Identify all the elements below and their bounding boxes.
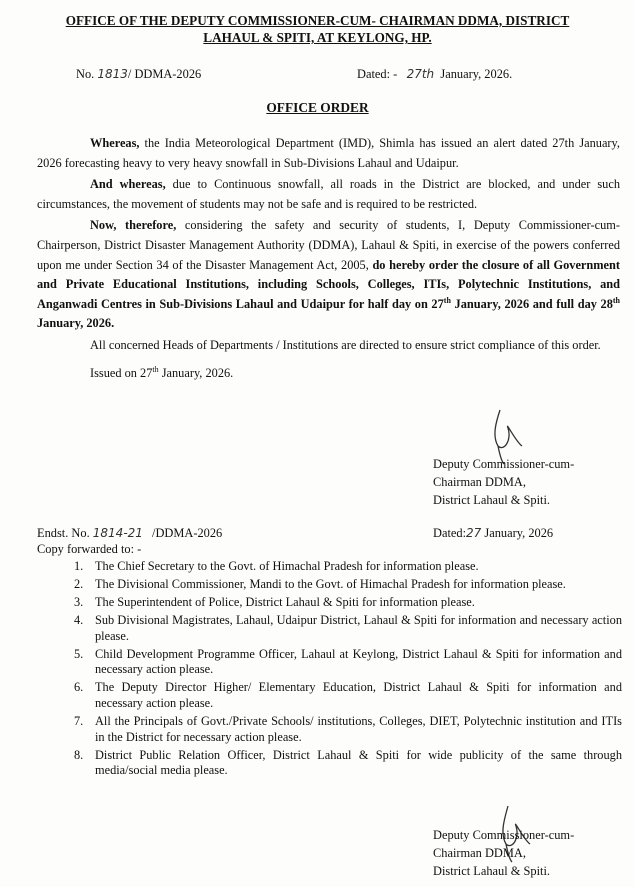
issued-date: Issued on 27th January, 2026.	[90, 364, 234, 380]
endorsement-date	[433, 525, 553, 541]
list-item: 2. The Divisional Commissioner, Mandi to the Govt. of Himachal Pradesh for information please.	[74, 577, 566, 592]
now-therefore-lead: Now, therefore,	[90, 218, 177, 233]
list-item: 3. The Superintendent of Police, District Lahaul & Spiti for information please.	[74, 595, 475, 610]
now-therefore-text: considering the safety and security of students, I, Deputy Commissioner-cum-Chairperson, District Disaster Management Authority (DDMA), Lahaul & Spiti, in exercise of the powers conferred upon me under Section 34 of the Disaster Management Act, 2005,	[37, 218, 620, 272]
list-item: 7. All the Principals of Govt./Private Schools/ institutions, Colleges, DIET, Polytechnic institution and ITIs in the District for necessary action please.	[74, 714, 622, 744]
signatory-role: Chairman DDMA,	[433, 846, 526, 860]
signatory-district: District Lahaul & Spiti.	[433, 864, 551, 878]
closure-order-text-c: January, 2026.	[37, 316, 115, 331]
endorsement-suffix: /DDMA-2026	[152, 526, 223, 540]
paragraph-now-therefore	[37, 216, 620, 334]
order-date-label: Dated: -	[357, 67, 398, 81]
order-number	[76, 66, 201, 82]
copy-forwarded-label: Copy forwarded to: -	[37, 542, 142, 556]
office-header-line-1: OFFICE OF THE DEPUTY COMMISSIONER-CUM- CHAIRMAN DDMA, DISTRICT	[65, 13, 570, 28]
office-order-title: OFFICE ORDER	[266, 100, 369, 115]
order-body	[37, 134, 620, 383]
signatory-title: Deputy Commissioner-cum-	[433, 457, 575, 471]
list-item: 5. Child Development Programme Officer, Lahaul at Keylong, District Lahaul & Spiti for information and necessary action please.	[74, 646, 622, 677]
order-date-handwritten: 27th	[406, 67, 435, 81]
endorsement-label: Endst. No.	[37, 526, 90, 540]
order-date	[357, 66, 512, 82]
copy-list	[74, 559, 622, 781]
list-item: 8. District Public Relation Officer, District Lahaul & Spiti for wide publicity of the same through media/social media please.	[74, 747, 622, 778]
paragraph-and-whereas	[37, 175, 620, 214]
whereas-text: the India Meteorological Department (IMD), Shimla has issued an alert dated 27th January, 2026 forecasting heavy to very heavy snowfall in Sub-Divisions Lahaul and Udaipur.	[37, 136, 620, 170]
order-date-suffix: January, 2026.	[440, 67, 513, 81]
whereas-lead: Whereas,	[90, 136, 140, 150]
closure-order-text-b: January, 2026 and full day 28	[450, 296, 613, 311]
signatory-district: District Lahaul & Spiti.	[433, 493, 551, 507]
signature-block-1	[433, 455, 574, 509]
office-header-line-2: LAHAUL & SPITI, AT KEYLONG, HP.	[203, 30, 432, 45]
list-item: 1. The Chief Secretary to the Govt. of Himachal Pradesh for information please.	[74, 559, 479, 573]
endorsement-date-handwritten: 27	[466, 526, 482, 540]
signatory-role: Chairman DDMA,	[433, 475, 526, 489]
endorsement-number	[37, 525, 222, 541]
order-number-suffix: / DDMA-2026	[127, 67, 202, 81]
list-item: 4. Sub Divisional Magistrates, Lahaul, Udaipur District, Lahaul & Spiti for information and necessary action please.	[74, 613, 622, 643]
list-item: 6. The Deputy Director Higher/ Elementary Education, District Lahaul & Spiti for information and necessary action please.	[74, 680, 622, 710]
endorsement-handwritten: 1814-21	[92, 526, 143, 540]
order-number-label: No.	[76, 67, 95, 81]
and-whereas-lead: And whereas,	[90, 177, 166, 192]
endorsement-date-suffix: January, 2026	[481, 526, 554, 540]
order-number-handwritten: 1813	[97, 67, 128, 81]
paragraph-compliance: All concerned Heads of Departments / Institutions are directed to ensure strict compliance of this order.	[90, 337, 601, 352]
and-whereas-text: due to Continuous snowfall, all roads in the District are blocked, and under such circumstances, the movement of students may not be safe and is required to be restricted.	[37, 177, 620, 211]
paragraph-whereas	[37, 134, 620, 173]
endorsement-date-label: Dated:	[433, 526, 467, 540]
closure-order-sup-a: th	[443, 295, 451, 305]
closure-order-sup-b: th	[612, 295, 621, 305]
signature-block-2	[433, 826, 574, 880]
signatory-title: Deputy Commissioner-cum-	[433, 828, 575, 842]
closure-order-text-a: do hereby order the closure of all Government and Private Educational Institutions, including Schools, Colleges, ITIs, Polytechnic Institutions, and Anganwadi Centres in Sub-Divisions Lahaul and Udaipur for half day on 27	[37, 257, 621, 311]
